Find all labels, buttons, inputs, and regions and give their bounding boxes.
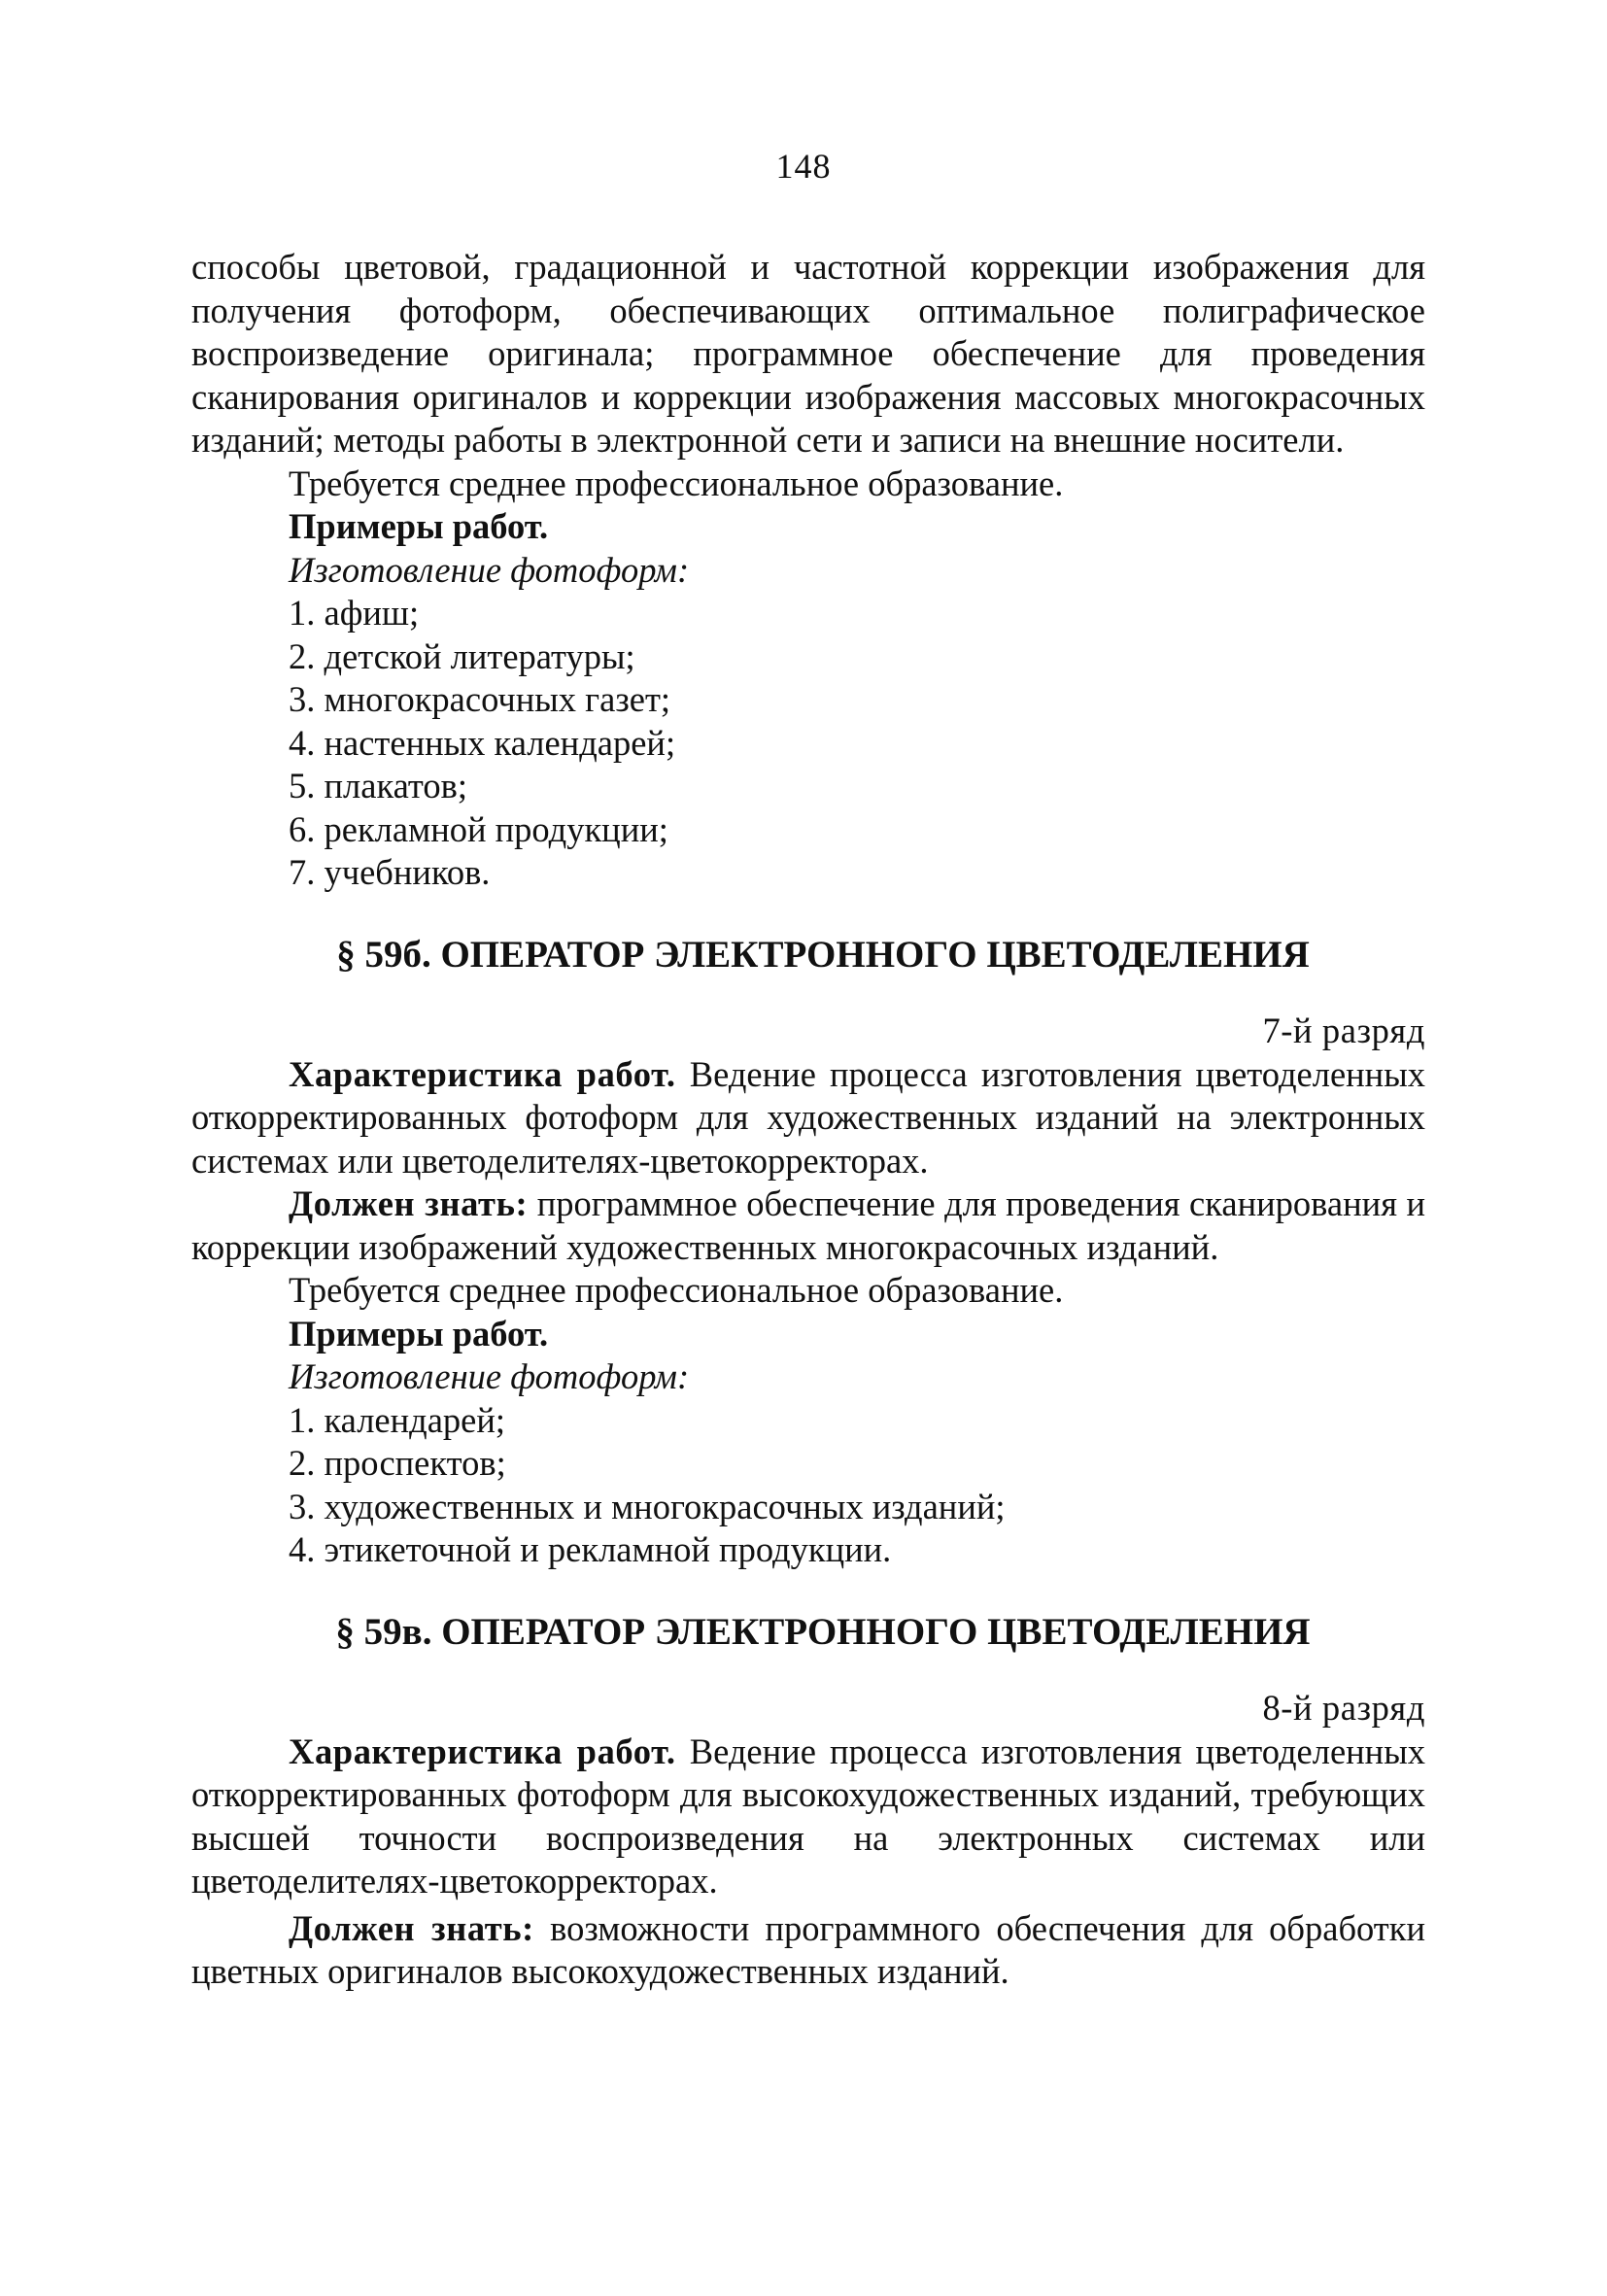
intro-examples-title: Примеры работ. (289, 506, 549, 546)
section-59v-heading: § 59в. ОПЕРАТОР ЭЛЕКТРОННОГО ЦВЕТОДЕЛЕНИЯ (335, 1610, 1311, 1653)
section-59b-characteristics (191, 1053, 1425, 1183)
intro-examples-subtitle: Изготовление фотоформ: (289, 549, 690, 590)
intro-paragraph: способы цветовой, градационной и частотной коррекции изображения для получения фотоформ, обеспечивающих оптимальное полиграфическое воспроизведение оригинала; программное обеспечение для проведения сканирования оригиналов и коррекции изображения массовых многокрасочных изданий; методы работы в электронной сети и записи на внешние носители. (191, 247, 1425, 460)
list-item: 5. плакатов; (289, 766, 467, 805)
list-item: 4. этикеточной и рекламной продукции. (289, 1529, 892, 1569)
list-item: 1. календарей; (289, 1399, 506, 1440)
characteristics-text: Ведение процесса изготовления цветоделенных откорректированных фотоформ для художественных изданий на электронных системах или цветоделителях-цветокорректорах. (191, 1053, 1425, 1181)
page-content (191, 246, 1425, 1994)
section-59v-knowledge (191, 1907, 1425, 1994)
list-item: 2. проспектов; (289, 1443, 506, 1483)
list-item: 2. детской литературы; (289, 635, 635, 676)
intro-examples-list (191, 592, 1425, 895)
knowledge-label: Должен знать: (289, 1183, 529, 1223)
knowledge-label: Должен знать: (289, 1907, 534, 1948)
section-59b-rank: 7-й разряд (1262, 1011, 1425, 1050)
section-59b-examples-title: Примеры работ. (289, 1313, 549, 1354)
section-59b-knowledge (191, 1182, 1425, 1269)
list-item: 3. многокрасочных газет; (289, 679, 671, 719)
section-59v-characteristics (191, 1731, 1425, 1903)
section-59b-examples-list (191, 1399, 1425, 1572)
page-number: 148 (775, 147, 832, 186)
characteristics-label: Характеристика работ. (289, 1731, 676, 1771)
section-59b-education: Требуется среднее профессиональное образование. (289, 1270, 1064, 1310)
intro-education: Требуется среднее профессиональное образование. (289, 463, 1064, 503)
knowledge-text: программное обеспечение для проведения сканирования и коррекции изображений художественных многокрасочных изданий. (191, 1183, 1425, 1267)
list-item: 6. рекламной продукции; (289, 808, 668, 849)
knowledge-text: возможности программного обеспечения для обработки цветных оригиналов высокохудожественных изданий. (191, 1907, 1425, 1991)
section-59b-heading: § 59б. ОПЕРАТОР ЭЛЕКТРОННОГО ЦВЕТОДЕЛЕНИЯ (336, 933, 1310, 976)
list-item: 1. афиш; (289, 593, 420, 633)
list-item: 4. настенных календарей; (289, 722, 676, 763)
section-59b-examples-subtitle: Изготовление фотоформ: (289, 1356, 690, 1396)
characteristics-label: Характеристика работ. (289, 1053, 676, 1094)
list-item: 7. учебников. (289, 852, 491, 892)
list-item: 3. художественных и многокрасочных изданий; (289, 1486, 1006, 1526)
section-59v-rank: 8-й разряд (1262, 1688, 1425, 1728)
characteristics-text: Ведение процесса изготовления цветоделенных откорректированных фотоформ для высокохудожественных изданий, требующих высшей точности воспроизведения на электронных системах или цветоделителях-цветокорректорах. (191, 1731, 1425, 1901)
